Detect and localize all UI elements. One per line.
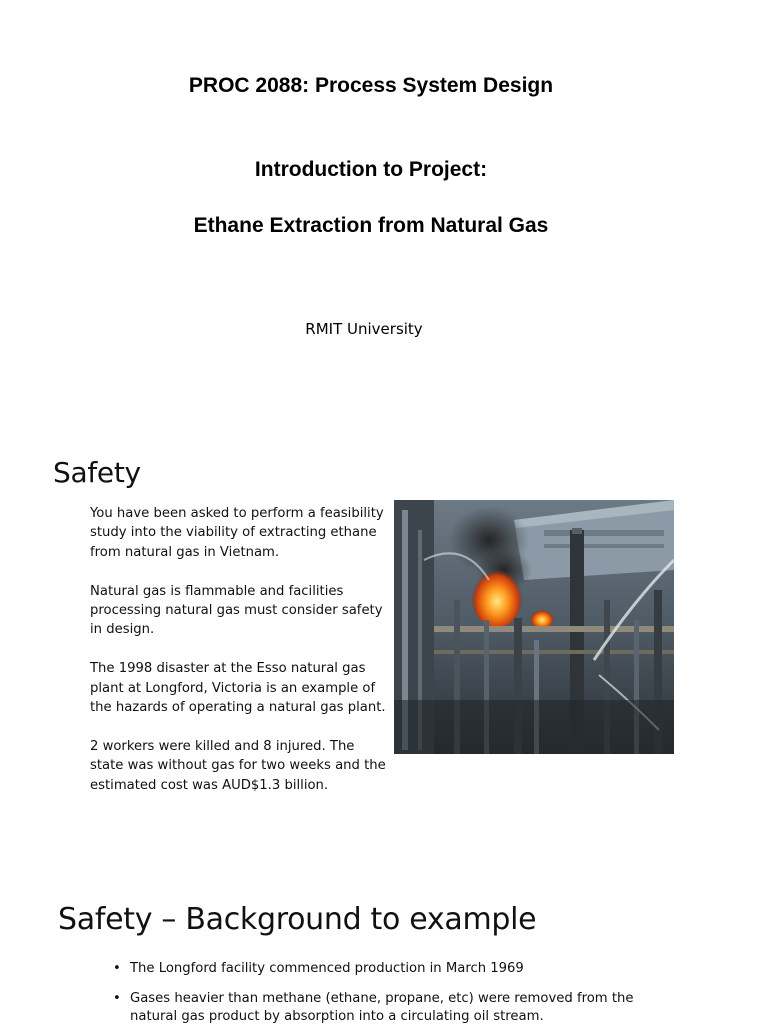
title-slide xyxy=(0,0,768,440)
paragraph: You have been asked to perform a feasibility study into the viability of extracting ethane from natural gas in Vietnam. xyxy=(90,506,384,560)
bullet-list xyxy=(113,960,673,1024)
safety-slide xyxy=(0,440,768,870)
list-item-text: The Longford facility commenced production in March 1969 xyxy=(130,961,524,976)
paragraph: The 1998 disaster at the Esso natural gas plant at Longford, Victoria is an example of the hazards of operating a natural gas plant. xyxy=(90,661,386,716)
paragraph: 2 workers were killed and 8 injured. The state was without gas for two weeks and the estimated cost was AUD$1.3 billion. xyxy=(90,738,386,793)
university-name: RMIT University xyxy=(305,320,423,338)
bullet-icon: • xyxy=(113,991,121,1006)
list-item xyxy=(113,960,673,978)
slide-heading: Safety – Background to example xyxy=(58,902,537,937)
longford-plant-fire-photo xyxy=(394,500,674,754)
course-title: PROC 2088: Process System Design xyxy=(188,74,554,97)
slide-heading: Safety xyxy=(53,456,141,489)
bullet-icon: • xyxy=(113,961,121,976)
paragraph: Natural gas is flammable and facilities processing natural gas must consider safety in design. xyxy=(90,583,383,638)
intro-title: Introduction to Project: xyxy=(254,158,488,181)
safety-body-text xyxy=(90,504,390,814)
project-title: Ethane Extraction from Natural Gas xyxy=(193,214,549,237)
list-item xyxy=(113,990,673,1024)
list-item-text: Gases heavier than methane (ethane, propane, etc) were removed from the natural gas product by absorption into a circulating oil stream. xyxy=(130,991,634,1024)
safety-background-slide xyxy=(0,870,768,1024)
